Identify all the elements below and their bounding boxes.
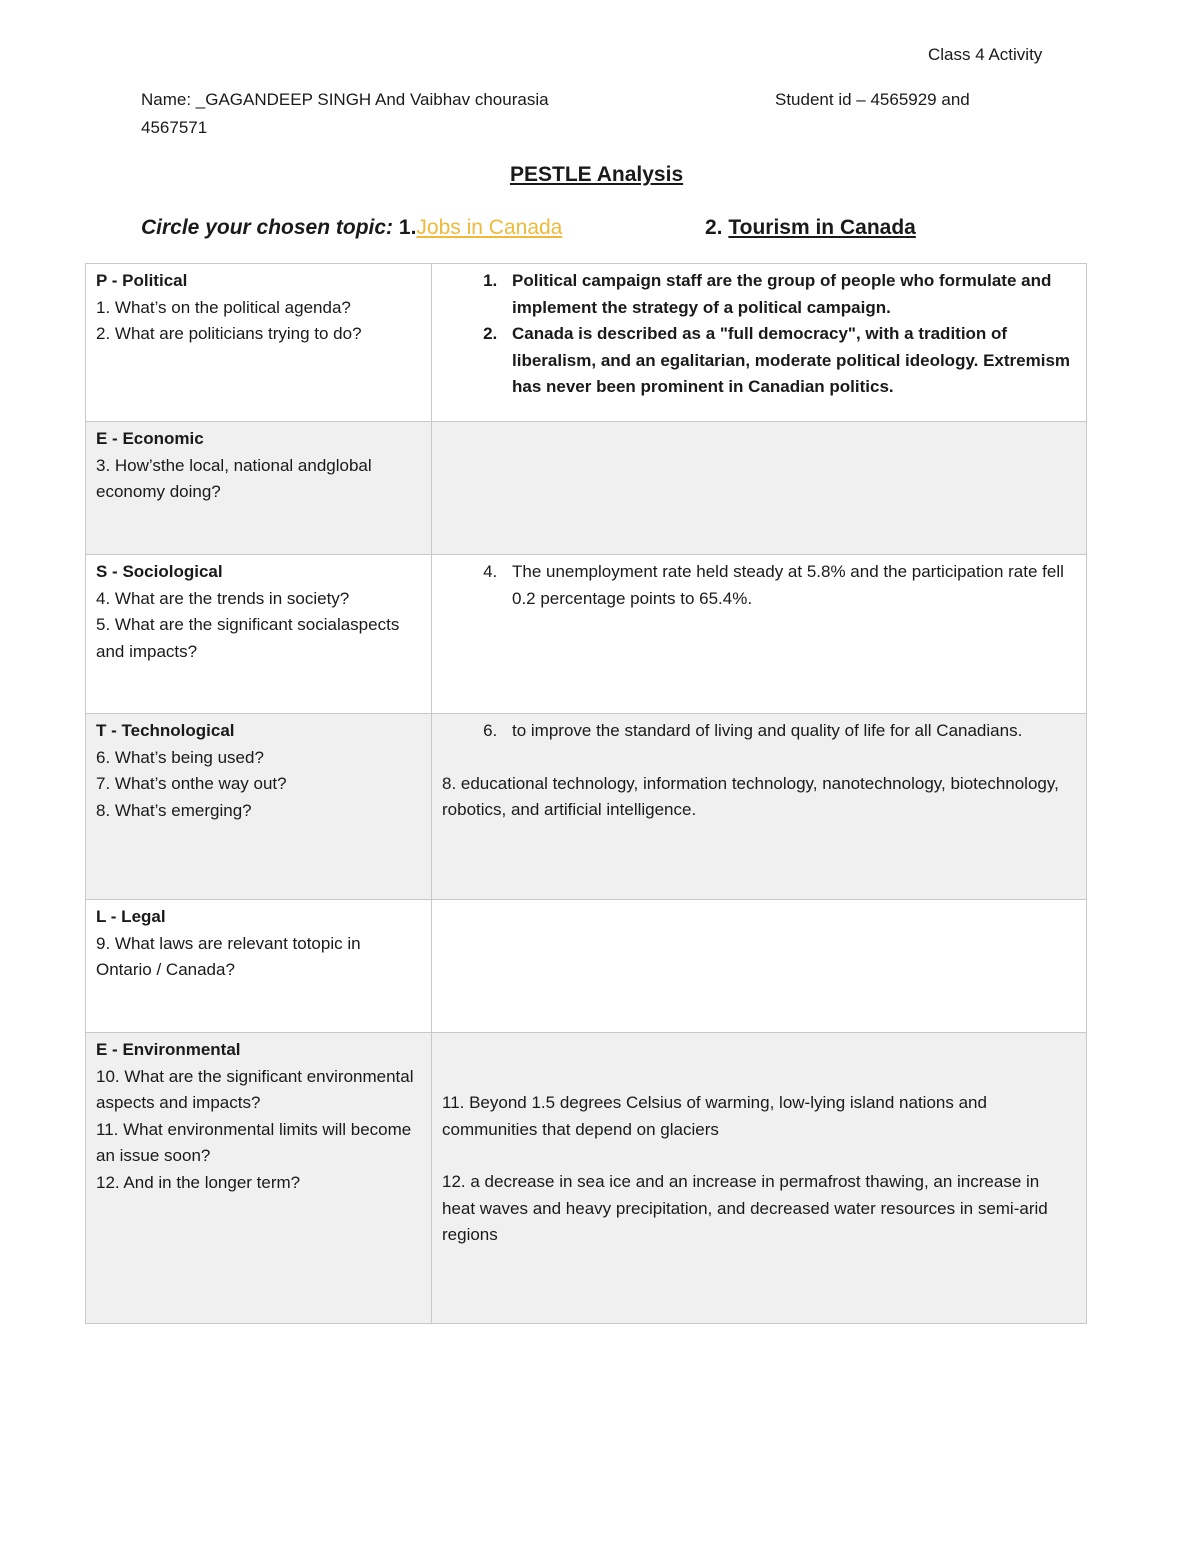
category-label: E - Environmental xyxy=(96,1040,241,1059)
category-label: P - Political xyxy=(96,271,188,290)
political-answer-cell xyxy=(432,264,1087,422)
answer-paragraph: 11. Beyond 1.5 degrees Celsius of warming, low-lying island nations and communities that depend on glaciers xyxy=(442,1093,987,1139)
topic-option-2-wrap xyxy=(705,216,916,240)
question: 12. And in the longer term? xyxy=(96,1172,301,1192)
technological-question-cell xyxy=(86,714,432,900)
economic-question-cell xyxy=(86,422,432,555)
topic-prompt: Circle your chosen topic: xyxy=(141,216,394,239)
question: 10. What are the significant environmental aspects and impacts? xyxy=(96,1066,414,1112)
answer-item: 4. The unemployment rate held steady at 5.8% and the participation rate fell 0.2 percentage points to 65.4%. xyxy=(502,559,1076,612)
topic-option-2-number: 2. xyxy=(705,216,723,239)
question: 3. How’sthe local, national andglobal economy doing? xyxy=(96,455,372,501)
legal-answer-cell[interactable] xyxy=(432,900,1087,1033)
technological-answer-cell xyxy=(432,714,1087,900)
page-title: PESTLE Analysis xyxy=(510,163,684,186)
class-activity-label: Class 4 Activity xyxy=(928,45,1043,64)
answer-item: 6. to improve the standard of living and quality of life for all Canadians. xyxy=(502,718,1076,745)
row-environmental xyxy=(86,1033,1087,1324)
row-technological xyxy=(86,714,1087,900)
question: 6. What’s being used? xyxy=(96,747,264,767)
student-names: Name: _GAGANDEEP SINGH And Vaibhav chourasia xyxy=(141,90,549,109)
sociological-answer-cell xyxy=(432,555,1087,714)
question: 9. What laws are relevant totopic in Ontario / Canada? xyxy=(96,933,361,979)
answer-paragraph: 12. a decrease in sea ice and an increase in permafrost thawing, an increase in heat waves and heavy precipitation, and decreased water resources in semi-arid regions xyxy=(442,1172,1048,1244)
question: 2. What are politicians trying to do? xyxy=(96,324,362,343)
legal-question-cell xyxy=(86,900,432,1033)
answer-list xyxy=(442,559,1076,612)
answer-item: 1. Political campaign staff are the group of people who formulate and implement the strategy of a political campaign. xyxy=(502,268,1076,321)
political-question-cell xyxy=(86,264,432,422)
answer-list xyxy=(442,268,1076,401)
question: 8. What’s emerging? xyxy=(96,800,252,820)
environmental-answer-cell xyxy=(432,1033,1087,1324)
row-political xyxy=(86,264,1087,422)
answer-list xyxy=(442,718,1076,745)
topic-line xyxy=(141,216,562,240)
sociological-question-cell xyxy=(86,555,432,714)
student-id-continued: 4567571 xyxy=(141,118,208,137)
question: 4. What are the trends in society? xyxy=(96,588,350,608)
category-label: S - Sociological xyxy=(96,562,223,581)
row-economic xyxy=(86,422,1087,555)
student-id: Student id – 4565929 and xyxy=(775,90,970,109)
economic-answer-cell[interactable] xyxy=(432,422,1087,555)
pestle-table xyxy=(85,263,1087,1324)
question: 7. What’s onthe way out? xyxy=(96,774,287,793)
category-label: E - Economic xyxy=(96,429,204,448)
question: 5. What are the significant socialaspects and impacts? xyxy=(96,615,400,661)
topic-option-1[interactable]: Jobs in Canada xyxy=(416,216,563,239)
question: 11. What environmental limits will become an issue soon? xyxy=(96,1119,412,1165)
answer-item: 2. Canada is described as a "full democracy", with a tradition of liberalism, and an egalitarian, moderate political ideology. Extremism has never been prominent in Canadian politics. xyxy=(502,321,1076,401)
question: 1. What’s on the political agenda? xyxy=(96,297,351,317)
topic-option-2[interactable]: Tourism in Canada xyxy=(728,216,916,239)
topic-option-1-number: 1. xyxy=(398,216,417,239)
row-sociological xyxy=(86,555,1087,714)
category-label: T - Technological xyxy=(96,721,235,740)
category-label: L - Legal xyxy=(96,907,166,926)
environmental-question-cell xyxy=(86,1033,432,1324)
row-legal xyxy=(86,900,1087,1033)
answer-paragraph: 8. educational technology, information technology, nanotechnology, biotechnology, robotics, and artificial intelligence. xyxy=(442,773,1059,819)
